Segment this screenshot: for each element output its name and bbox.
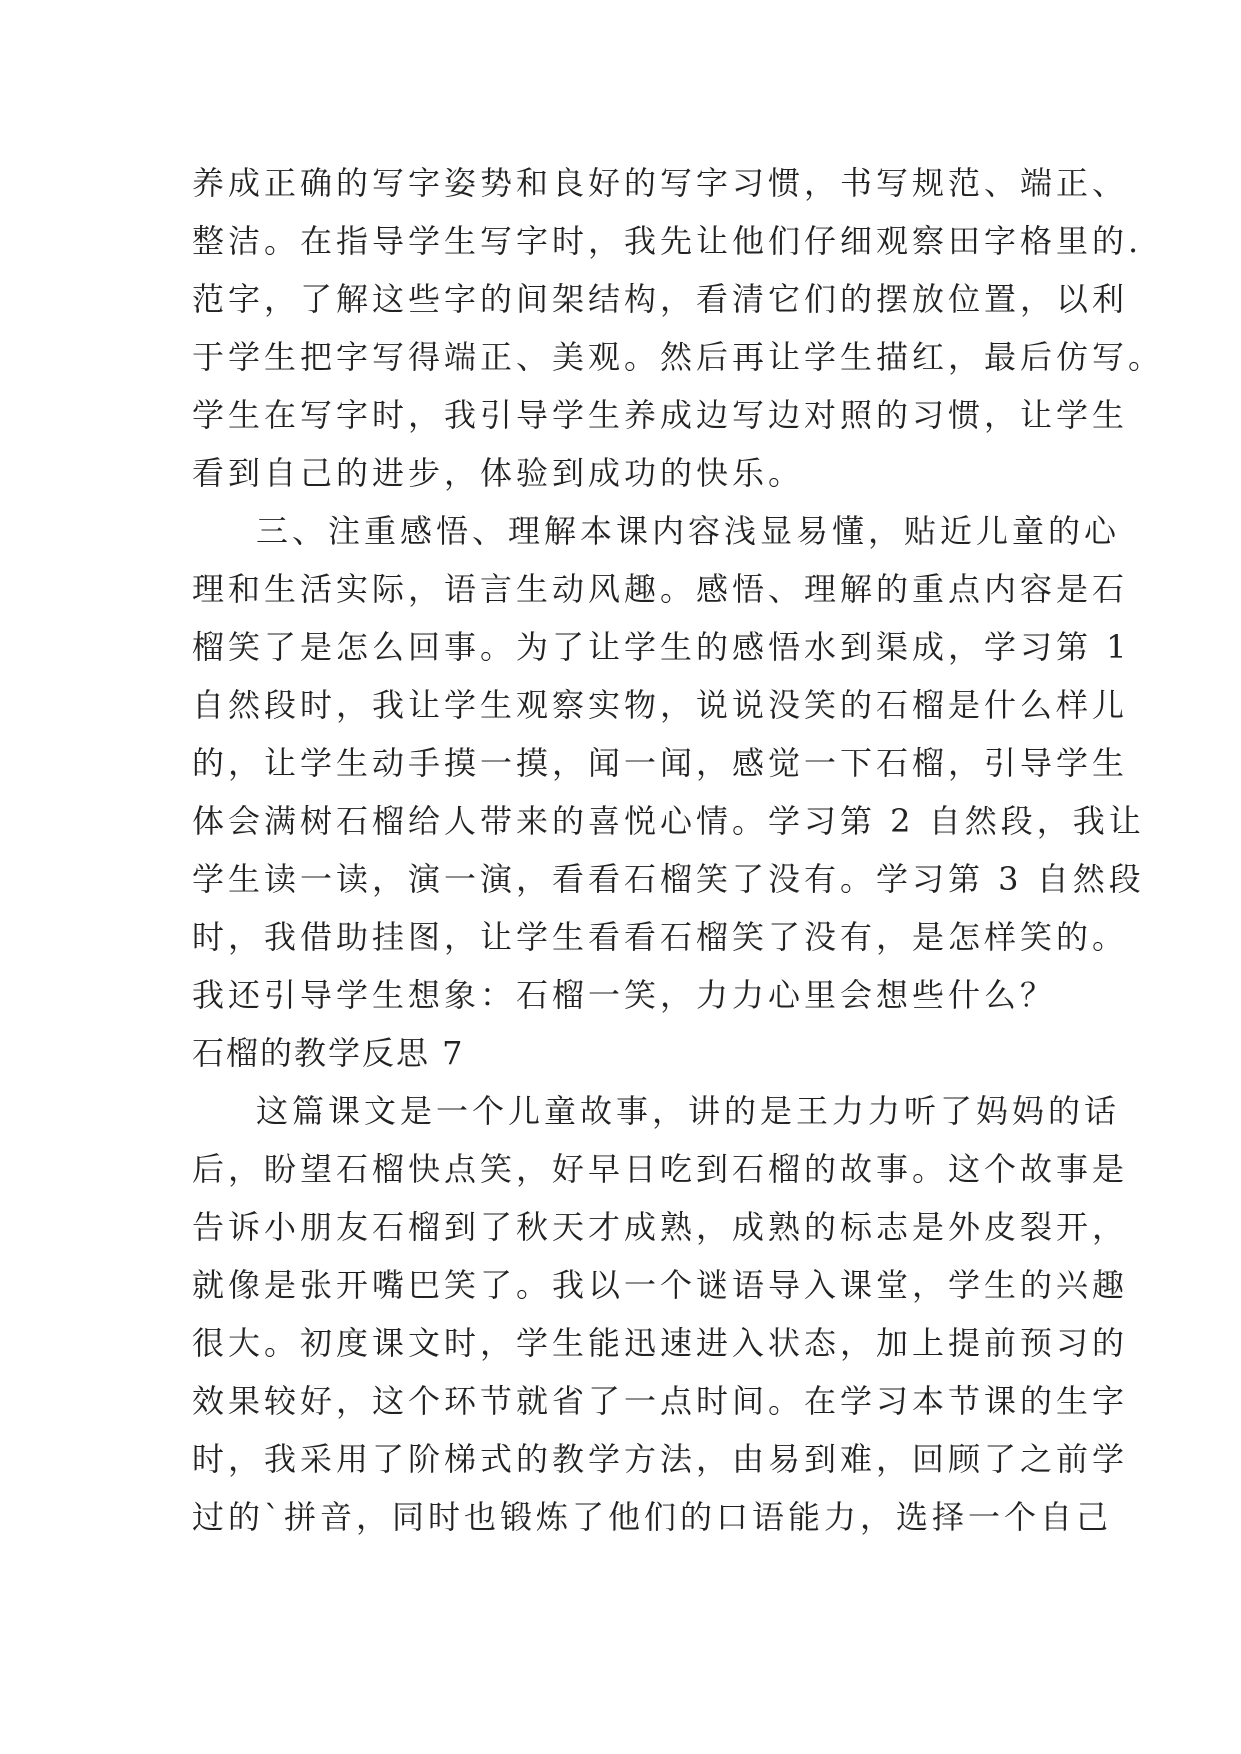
- text-line: 范字，了解这些字的间架结构，看清它们的摆放位置，以利: [192, 280, 1129, 318]
- text-line: 自然段时，我让学生观察实物，说说没笑的石榴是什么样儿: [192, 686, 1129, 724]
- text-line: 很大。初度课文时，学生能迅速进入状态，加上提前预习的: [192, 1324, 1129, 1362]
- text-line: 就像是张开嘴巴笑了。我以一个谜语导入课堂，学生的兴趣: [192, 1266, 1129, 1304]
- text-line: 时，我借助挂图，让学生看看石榴笑了没有，是怎样笑的。: [192, 918, 1129, 956]
- text-line: 效果较好，这个环节就省了一点时间。在学习本节课的生字: [192, 1382, 1129, 1420]
- paragraph-first-line: 三、注重感悟、理解本课内容浅显易懂，贴近儿童的心: [256, 512, 1121, 550]
- text-line: 后，盼望石榴快点笑，好早日吃到石榴的故事。这个故事是: [192, 1150, 1129, 1188]
- text-line: 看到自己的进步，体验到成功的快乐。: [192, 454, 805, 492]
- text-line: 理和生活实际，语言生动风趣。感悟、理解的重点内容是石: [192, 570, 1129, 608]
- text-line: 我还引导学生想象：石榴一笑，力力心里会想些什么？: [192, 976, 1057, 1014]
- text-line: 整洁。在指导学生写字时，我先让他们仔细观察田字格里的.: [192, 222, 1143, 260]
- text-line: 榴笑了是怎么回事。为了让学生的感悟水到渠成，学习第 1: [192, 628, 1131, 666]
- text-line: 体会满树石榴给人带来的喜悦心情。学习第 2 自然段，我让: [192, 802, 1145, 840]
- text-line: 养成正确的写字姿势和良好的写字习惯，书写规范、端正、: [192, 164, 1129, 202]
- text-line: 学生读一读，演一演，看看石榴笑了没有。学习第 3 自然段: [192, 860, 1145, 898]
- paragraph-first-line: 这篇课文是一个儿童故事，讲的是王力力听了妈妈的话: [256, 1092, 1121, 1130]
- text-line: 过的`拼音，同时也锻炼了他们的口语能力，选择一个自己: [192, 1498, 1113, 1536]
- text-line: 的，让学生动手摸一摸，闻一闻，感觉一下石榴，引导学生: [192, 744, 1129, 782]
- text-line: 学生在写字时，我引导学生养成边写边对照的习惯，让学生: [192, 396, 1129, 434]
- text-line: 于学生把字写得端正、美观。然后再让学生描红，最后仿写。: [192, 338, 1165, 376]
- body-text: [192, 154, 1165, 1546]
- text-line: 告诉小朋友石榴到了秋天才成熟，成熟的标志是外皮裂开，: [192, 1208, 1129, 1246]
- section-title: 石榴的教学反思 7: [192, 1034, 465, 1072]
- text-line: 时，我采用了阶梯式的教学方法，由易到难，回顾了之前学: [192, 1440, 1129, 1478]
